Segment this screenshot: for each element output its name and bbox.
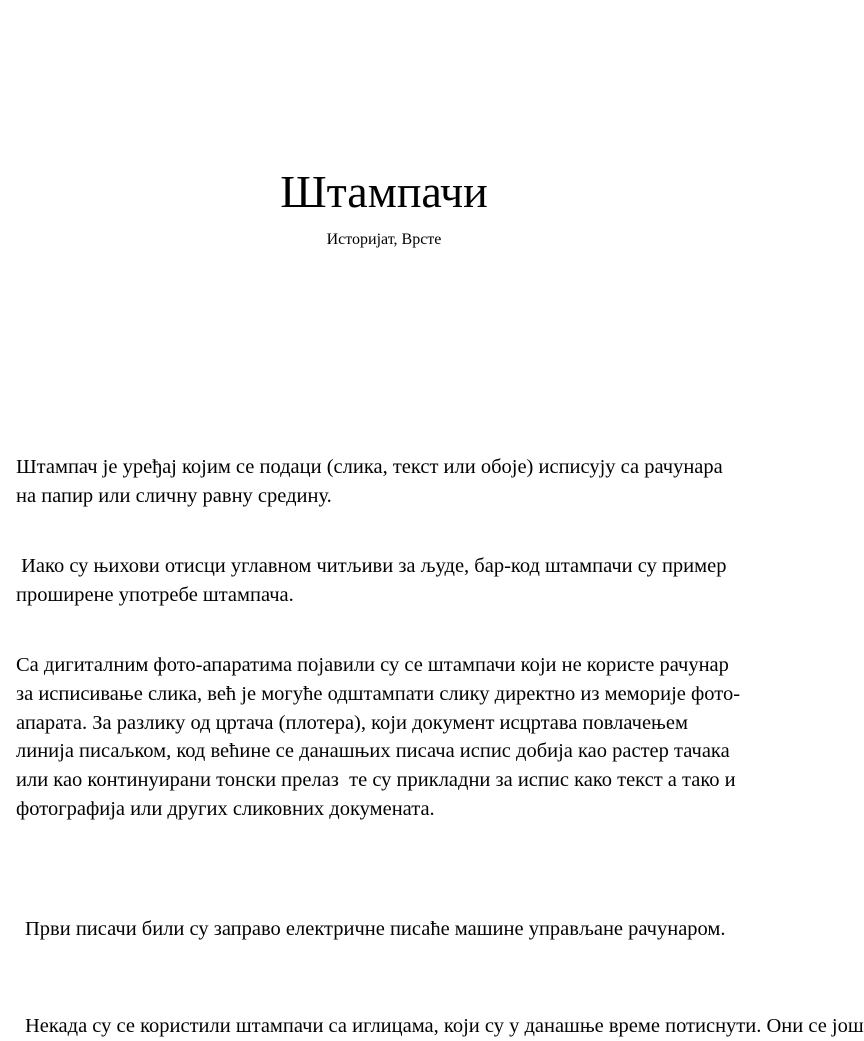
paragraph-definition: Штампач је уређај којим се подаци (слика, текст или обоје) исписују са рачунара на папир или сличну равну средину. (16, 456, 728, 507)
paragraph-barcode: Иако су њихови отисци углавном читљиви за људе, бар-код штампачи су пример проширене употребе штампача. (16, 555, 732, 606)
page-title: Штампачи (280, 166, 488, 217)
page-subtitle: Историјат, Врсте (326, 231, 442, 248)
paragraph-photo-printers: Са дигиталним фото-апаратима појавили су се штампачи који не користе рачунар за исписивање слика, већ је могуће одштампати слику директно из меморије фото-апарата. За разлику од цртача (плотера), који документ исцртава повлачењем линија писаљком, код већине се данашњих писача испис добија као растер тачака или као континуирани тонски прелаз те су прикладни за испис како текст а тако и фотографија или других сликовних докумената. (16, 654, 741, 820)
paragraph-dot-matrix: Некада су се користили штампачи са иглицама, који су у данашње време потиснути. Они се још (25, 1015, 864, 1037)
paragraph-first-printers: Први писачи били су заправо електричне писаће машине управљане рачунаром. (25, 918, 726, 940)
